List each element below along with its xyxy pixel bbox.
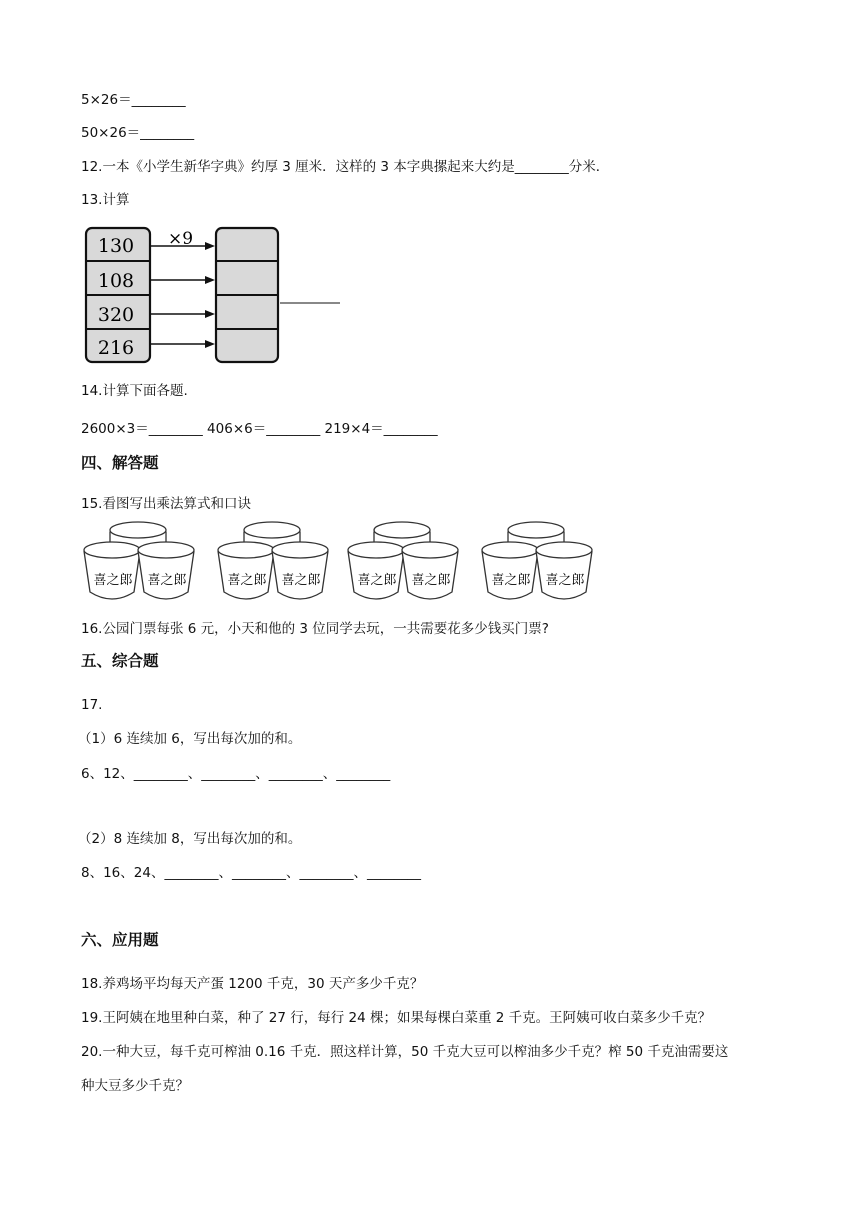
calc-number-3: 320: [97, 304, 135, 326]
question-16: 16.公园门票每张 6 元，小天和他的 3 位同学去玩，一共需要花多少钱买门票?: [81, 621, 549, 637]
calc-number-1: 130: [97, 235, 135, 257]
calc-number-2: 108: [97, 270, 135, 292]
question-19: 19.王阿姨在地里种白菜，种了 27 行，每行 24 棵；如果每棵白菜重 2 千克。王阿姨可收白菜多少千克？: [81, 1010, 712, 1026]
jar-label: 喜之郎: [411, 573, 451, 588]
q11-line-2: 50×26＝________: [81, 125, 195, 141]
question-12: 12.一本《小学生新华字典》约厚 3 厘米．这样的 3 本字典摞起来大约是________分米．: [81, 159, 610, 175]
question-17: 17.: [81, 697, 103, 713]
question-14-answers: 2600×3＝________ 406×6＝________ 219×4＝________: [81, 421, 438, 437]
question-13: 13.计算: [81, 192, 130, 208]
section-6-heading: 六、应用题: [81, 931, 159, 949]
section-5-heading: 五、综合题: [81, 652, 159, 670]
question-15: 15.看图写出乘法算式和口诀: [81, 496, 251, 512]
jar-label: 喜之郎: [357, 573, 397, 588]
jar-label: 喜之郎: [227, 573, 267, 588]
question-20-line-2: 种大豆多少千克？: [81, 1078, 189, 1094]
jar-group-3: [348, 522, 458, 599]
calc-number-4: 216: [97, 337, 135, 359]
jar-groups-figure: [80, 518, 600, 608]
jar-label: 喜之郎: [147, 573, 187, 588]
jar-group-1: [84, 522, 194, 599]
calc-operator: ×9: [168, 229, 194, 249]
question-17-part-1-answers: 6、12、________、________、________、________: [81, 766, 391, 782]
question-14: 14.计算下面各题.: [81, 383, 188, 399]
jar-label: 喜之郎: [491, 573, 531, 588]
question-17-part-1: （1）6 连续加 6，写出每次加的和。: [78, 731, 302, 747]
question-18: 18.养鸡场平均每天产蛋 1200 千克，30 天产多少千克？: [81, 976, 424, 992]
jar-group-2: [218, 522, 328, 599]
jar-label: 喜之郎: [281, 573, 321, 588]
section-4-heading: 四、解答题: [81, 454, 159, 472]
question-17-part-2-answers: 8、16、24、________、________、________、________: [81, 865, 421, 881]
question-20-line-1: 20.一种大豆，每千克可榨油 0.16 千克．照这样计算，50 千克大豆可以榨油多少千克？榨 50 千克油需要这: [81, 1044, 729, 1060]
q11-line-1: 5×26＝________: [81, 92, 186, 108]
jar-label: 喜之郎: [545, 573, 585, 588]
calc-diagram: [84, 226, 344, 366]
jar-label: 喜之郎: [93, 573, 133, 588]
question-17-part-2: （2）8 连续加 8，写出每次加的和。: [78, 831, 302, 847]
jar-group-4: [482, 522, 592, 599]
